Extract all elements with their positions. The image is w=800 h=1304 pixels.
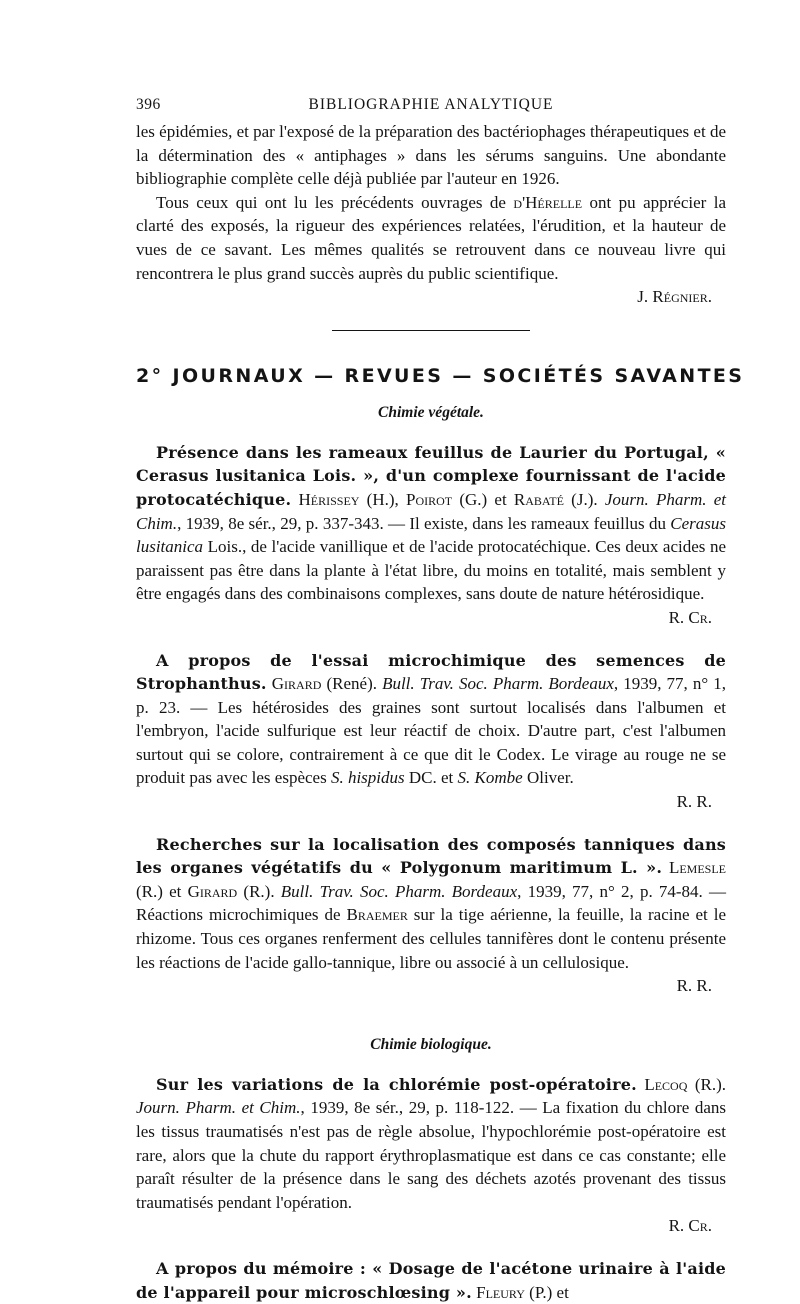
entry-signature: R. R. xyxy=(676,792,712,812)
entry-signature: R. R. xyxy=(676,976,712,996)
running-title: BIBLIOGRAPHIE ANALYTIQUE xyxy=(308,96,554,113)
entry-title: A propos de l'essai microchimique des semences de Strophanthus. xyxy=(136,650,726,694)
journal-page xyxy=(136,96,745,1304)
entry-title: Sur les variations de la chlorémie post-opératoire. xyxy=(156,1074,637,1094)
abstract-entry: Présence dans les rameaux feuillus de Laurier du Portugal, « Cerasus lusitanica Lois. », d'un complexe fournissant de l'acide protocatéchique. Hérissey (H.), Poirot (G.) et Rabaté (J.). Journ. Pharm. et Chim., 1939, 8e sér., 29, p. 337-343. — Il existe, dans les rameaux feuillus du Cerasus lusitanica Lois., de l'acide vanillique et de l'acide protocatéchique. Ces deux acides ne paraissent pas être dans la plante à l'état libre, du moins en totalité, mais semblent y être engagés dans des combinaisons complexes, sans doute de nature hétérosidique. xyxy=(136,442,726,604)
section-divider xyxy=(332,330,530,331)
section-title: 2° JOURNAUX — REVUES — SOCIÉTÉS SAVANTES xyxy=(136,364,745,387)
entry-title: Recherches sur la localisation des composés tanniques dans les organes végétatifs du « Polygonum maritimum L. ». xyxy=(136,834,726,878)
intro-paragraph-2: Tous ceux qui ont lu les précédents ouvrages de d'Hérelle ont pu apprécier la clarté des exposés, la rigueur des expériences relatées, l'érudition, et la hauteur de vues de ce savant. Les mêmes qualités se retrouvent dans ce nouveau livre qui rencontrera le plus grand succès auprès du public scientifique. xyxy=(136,192,727,283)
abstract-entry: Sur les variations de la chlorémie post-opératoire. Lecoq (R.). Journ. Pharm. et Chim., 1939, 8e sér., 29, p. 118-122. — La fixation du chlore dans les tissus traumatisés n'est pas de règle absolue, l'hypochlorémie post-opératoire est rare, alors que la chute du rapport érythroplasmatique est dans ce cas constante; elle paraît résulter de la présence dans le sang des déchets azotés provenant des tissus traumatisés pendant l'opération. xyxy=(136,1074,727,1212)
review-signature: J. Régnier. xyxy=(637,287,712,307)
entry-title: Présence dans les rameaux feuillus de Laurier du Portugal, « Cerasus lusitanica Lois. », d'un complexe fournissant de l'acide protocatéchique. xyxy=(136,442,726,509)
subsection-heading: Chimie végétale. xyxy=(378,403,484,421)
entry-signature: R. Cr. xyxy=(668,607,712,627)
subsection-heading: Chimie biologique. xyxy=(370,1035,492,1053)
running-header xyxy=(136,96,726,120)
abstract-entry: A propos du mémoire : « Dosage de l'acétone urinaire à l'aide de l'appareil pour microschlœsing ». Fleury (P.) et xyxy=(136,1258,726,1302)
abstract-entry: Recherches sur la localisation des composés tanniques dans les organes végétatifs du « Polygonum maritimum L. ». Lemesle (R.) et Girard (R.). Bull. Trav. Soc. Pharm. Bordeaux, 1939, 77, n° 2, p. 74-84. — Réactions microchimiques de Braemer sur la tige aérienne, la feuille, la racine et le rhizome. Tous ces organes renferment des cellules tannifères dont le contenu présente les réactions de l'acide gallo-tannique, libre ou associé à un cellulosique. xyxy=(136,834,727,972)
abstract-entry: A propos de l'essai microchimique des semences de Strophanthus. Girard (René). Bull. Trav. Soc. Pharm. Bordeaux, 1939, 77, n° 1, p. 23. — Les hétérosides des graines sont surtout localisés dans l'albumen et l'embryon, l'acide sulfurique est leur réactif de choix. D'autre part, c'est l'albumen surtout qui se colore, contrairement à ce que dit le Codex. Le virage au rouge ne se produit pas avec les espèces S. hispidus DC. et S. Kombe Oliver. xyxy=(136,650,726,788)
entry-title: A propos du mémoire : « Dosage de l'acétone urinaire à l'aide de l'appareil pour microschlœsing ». xyxy=(136,1258,726,1302)
author-name: d'Hérelle xyxy=(513,192,583,212)
entry-signature: R. Cr. xyxy=(668,1216,712,1236)
intro-paragraph-1: les épidémies, et par l'exposé de la préparation des bactériophages thérapeutiques et de la détermination des « antiphages » dans les sérums sanguins. Une abondante bibliographie complète celle déjà publiée par l'auteur en 1926. xyxy=(136,122,726,189)
page-number: 396 xyxy=(136,96,161,113)
